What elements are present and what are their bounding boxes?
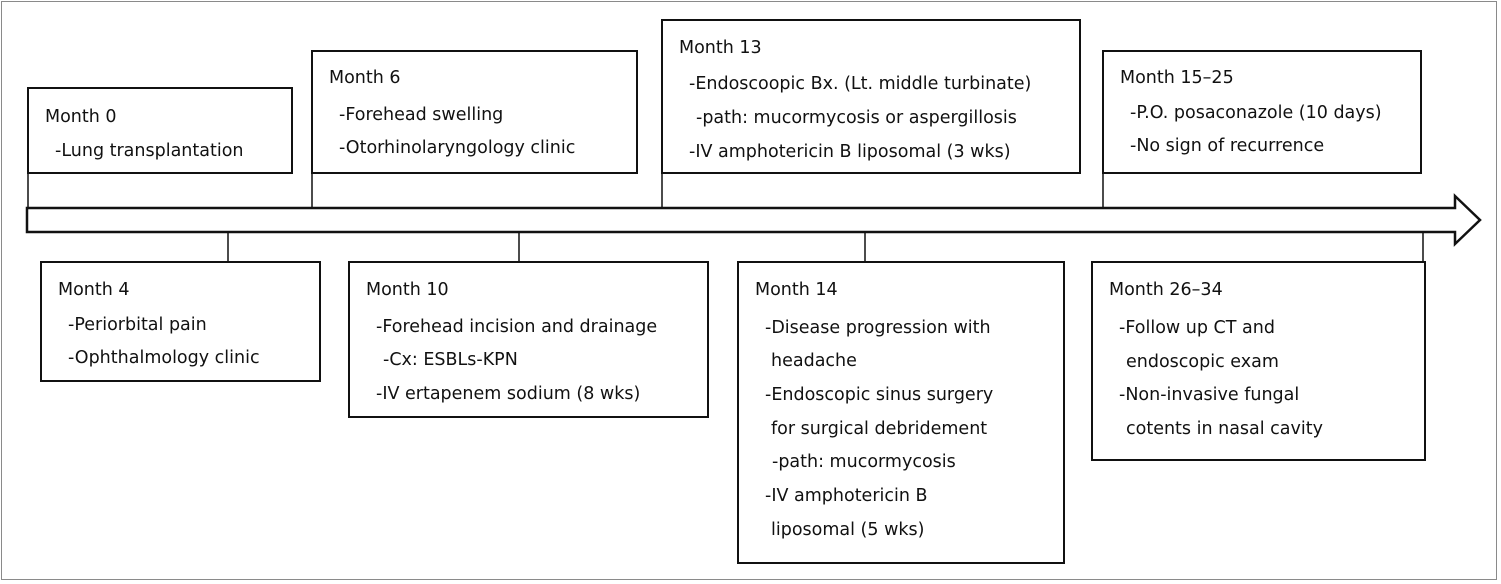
event-line: for surgical debridement xyxy=(771,419,988,439)
event-line: -Otorhinolaryngology clinic xyxy=(339,138,576,158)
event-line: -Forehead swelling xyxy=(339,105,504,125)
event-line: -Lung transplantation xyxy=(55,141,244,161)
event-line: -Disease progression with xyxy=(765,318,991,338)
event-line: -Forehead incision and drainage xyxy=(376,317,658,337)
event-title: Month 13 xyxy=(679,38,762,58)
event-box-month-6 xyxy=(311,50,638,174)
event-line: -Cx: ESBLs-KPN xyxy=(383,350,518,370)
event-box-month-26-34 xyxy=(1091,261,1426,461)
event-line: -Ophthalmology clinic xyxy=(68,348,260,368)
event-box-month-13 xyxy=(661,19,1081,174)
event-title: Month 26–34 xyxy=(1109,280,1223,300)
event-box-month-10 xyxy=(348,261,709,418)
event-line: headache xyxy=(771,351,857,371)
event-line: -P.O. posaconazole (10 days) xyxy=(1130,103,1382,123)
event-line: -IV amphotericin B liposomal (3 wks) xyxy=(689,142,1011,162)
event-line: -No sign of recurrence xyxy=(1130,136,1325,156)
event-line: -Endoscoopic Bx. (Lt. middle turbinate) xyxy=(689,74,1032,94)
event-box-month-0 xyxy=(27,87,293,174)
event-title: Month 15–25 xyxy=(1120,68,1234,88)
event-line: cotents in nasal cavity xyxy=(1126,419,1323,439)
event-title: Month 0 xyxy=(45,107,117,127)
event-box-month-4 xyxy=(40,261,321,382)
event-line: -Periorbital pain xyxy=(68,315,207,335)
event-line: -Follow up CT and xyxy=(1119,318,1275,338)
event-line: -Endoscopic sinus surgery xyxy=(765,385,994,405)
event-line: -IV amphotericin B xyxy=(765,486,928,506)
event-line: -path: mucormycosis xyxy=(772,452,956,472)
event-title: Month 14 xyxy=(755,280,838,300)
event-title: Month 4 xyxy=(58,280,130,300)
event-title: Month 10 xyxy=(366,280,449,300)
event-line: -Non-invasive fungal xyxy=(1119,385,1300,405)
event-box-month-15-25 xyxy=(1102,50,1422,174)
event-line: liposomal (5 wks) xyxy=(771,520,925,540)
event-line: endoscopic exam xyxy=(1126,352,1279,372)
event-title: Month 6 xyxy=(329,68,401,88)
event-line: -IV ertapenem sodium (8 wks) xyxy=(376,384,641,404)
event-box-month-14 xyxy=(737,261,1065,564)
event-line: -path: mucormycosis or aspergillosis xyxy=(696,108,1017,128)
timeline-arrow xyxy=(27,196,1480,244)
